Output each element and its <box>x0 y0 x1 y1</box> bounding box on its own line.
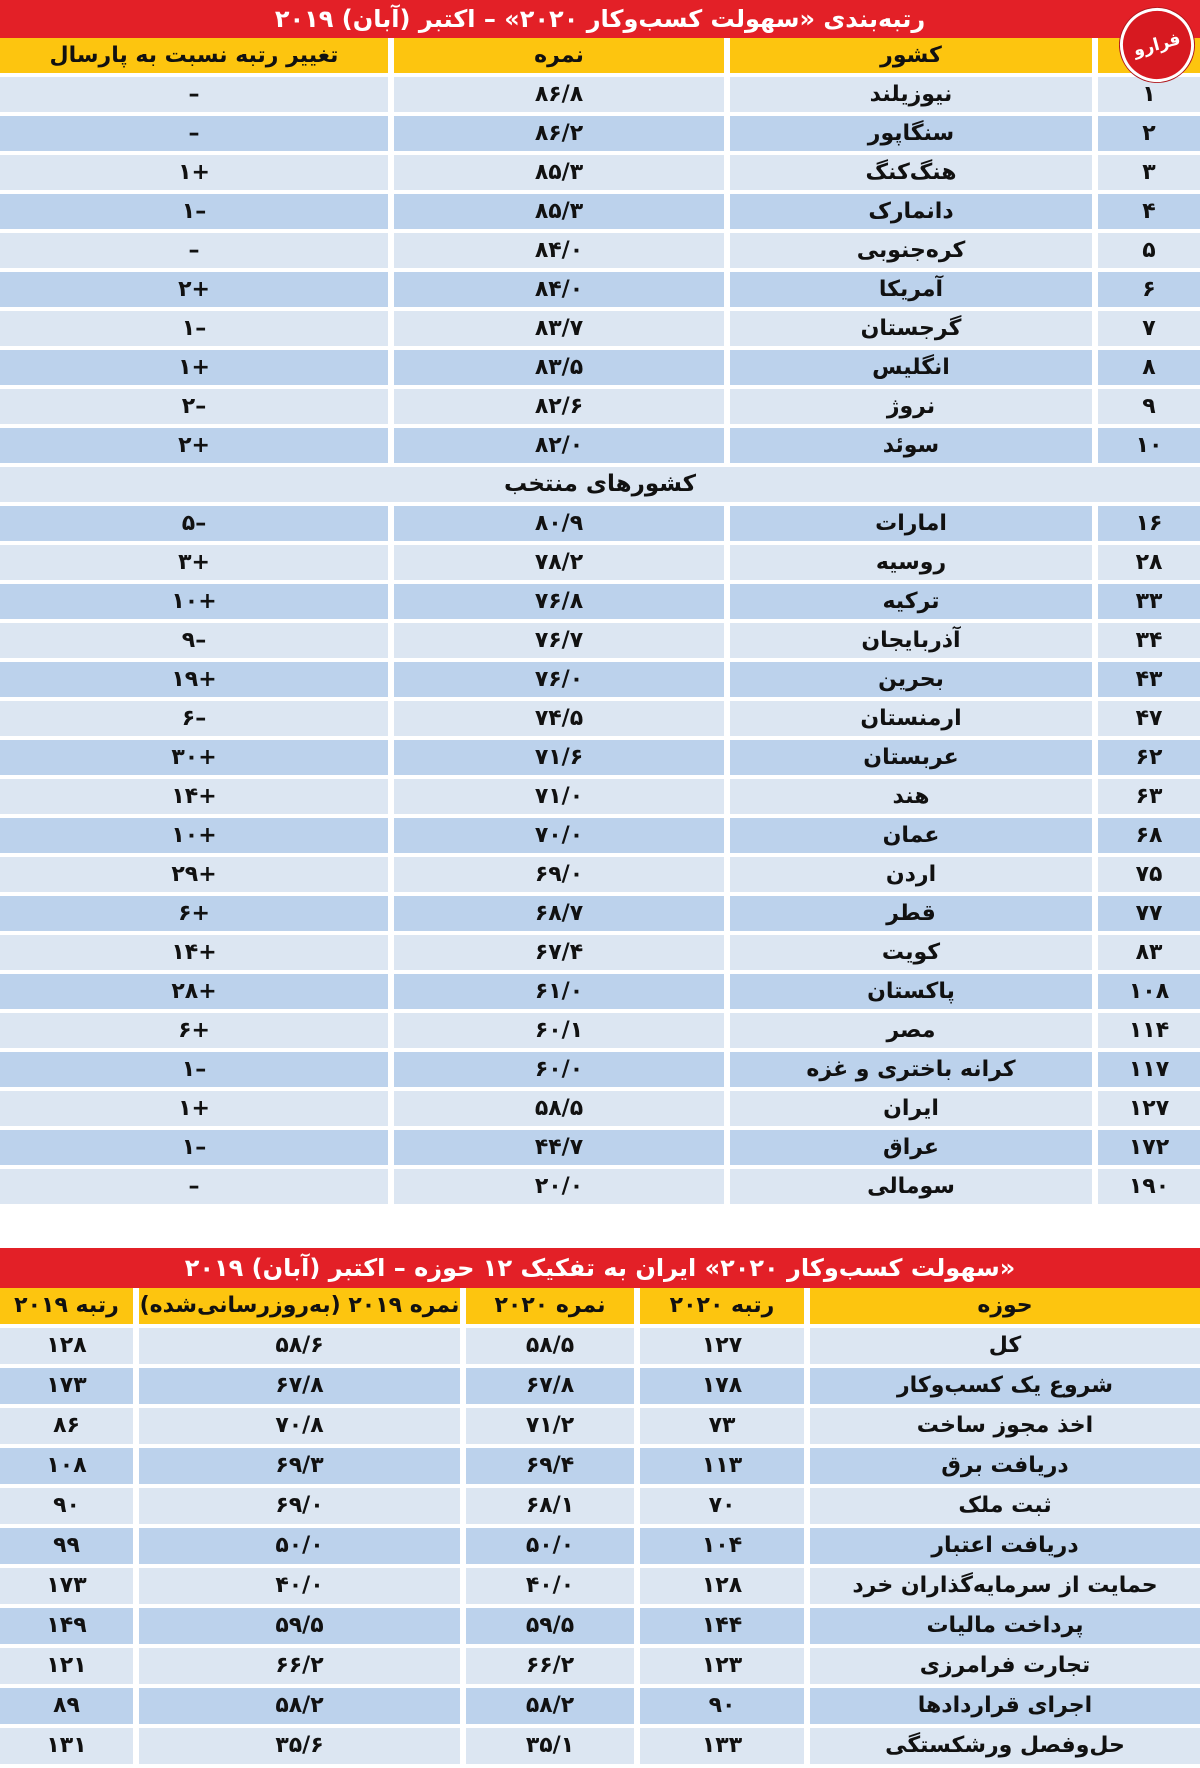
score-2020-cell: ۶۶/۲ <box>460 1648 634 1684</box>
change-cell: +۱۹ <box>0 662 388 697</box>
score-cell: ۸۴/۰ <box>388 233 724 268</box>
table-row <box>0 662 1200 697</box>
rank-2019-cell: ۱۷۳ <box>0 1368 133 1404</box>
change-cell: – <box>0 1169 388 1204</box>
change-cell: +۶ <box>0 896 388 931</box>
rank-cell: ۱۲۷ <box>1092 1091 1200 1126</box>
score-2019-cell: ۶۹/۰ <box>133 1488 460 1524</box>
iran-breakdown-title: «سهولت کسب‌وکار ۲۰۲۰» ایران به تفکیک ۱۲ حوزه – اکتبر (آبان) ۲۰۱۹ <box>0 1248 1200 1288</box>
country-cell: پاکستان <box>724 974 1092 1009</box>
rank-2019-cell: ۱۲۱ <box>0 1648 133 1684</box>
rank-2019-cell: ۸۶ <box>0 1408 133 1444</box>
rank-cell: ۶۸ <box>1092 818 1200 853</box>
area-cell: تجارت فرامرزی <box>804 1648 1200 1684</box>
logo: فرارو <box>1112 0 1200 90</box>
ranking-table-title: رتبه‌بندی «سهولت کسب‌وکار ۲۰۲۰» – اکتبر (آبان) ۲۰۱۹ <box>0 0 1200 38</box>
rank-2020-cell: ۱۰۴ <box>634 1528 804 1564</box>
table-row <box>0 974 1200 1009</box>
table-row <box>0 1608 1200 1644</box>
score-cell: ۵۸/۵ <box>388 1091 724 1126</box>
header-score: نمره <box>388 38 724 73</box>
change-cell: – <box>0 77 388 112</box>
table-row <box>0 1052 1200 1087</box>
rank-cell: ۱۰۸ <box>1092 974 1200 1009</box>
header-rank-2019: رتبه ۲۰۱۹ <box>0 1288 133 1324</box>
score-cell: ۸۴/۰ <box>388 272 724 307</box>
table-row <box>0 818 1200 853</box>
rank-cell: ۱۱۷ <box>1092 1052 1200 1087</box>
country-cell: انگلیس <box>724 350 1092 385</box>
change-cell: +۱۴ <box>0 779 388 814</box>
change-cell: +۱۴ <box>0 935 388 970</box>
change-cell: –۶ <box>0 701 388 736</box>
change-cell: –۵ <box>0 506 388 541</box>
table-row <box>0 1488 1200 1524</box>
table-row <box>0 1130 1200 1165</box>
score-cell: ۸۳/۷ <box>388 311 724 346</box>
country-cell: عربستان <box>724 740 1092 775</box>
score-cell: ۶۰/۱ <box>388 1013 724 1048</box>
rank-2020-cell: ۱۴۴ <box>634 1608 804 1644</box>
change-cell: – <box>0 233 388 268</box>
score-2019-cell: ۴۰/۰ <box>133 1568 460 1604</box>
rank-2020-cell: ۷۳ <box>634 1408 804 1444</box>
country-cell: سومالی <box>724 1169 1092 1204</box>
country-cell: مصر <box>724 1013 1092 1048</box>
rank-2020-cell: ۱۲۷ <box>634 1328 804 1364</box>
table-row <box>0 389 1200 424</box>
country-cell: عراق <box>724 1130 1092 1165</box>
change-cell: –۲ <box>0 389 388 424</box>
score-2019-cell: ۵۸/۶ <box>133 1328 460 1364</box>
ranking-header-row <box>0 38 1200 73</box>
rank-cell: ۳۳ <box>1092 584 1200 619</box>
rank-2019-cell: ۱۰۸ <box>0 1448 133 1484</box>
change-cell: –۱ <box>0 1052 388 1087</box>
rank-cell: ۳۴ <box>1092 623 1200 658</box>
rank-2020-cell: ۱۲۳ <box>634 1648 804 1684</box>
change-cell: +۲ <box>0 272 388 307</box>
rank-2019-cell: ۱۳۱ <box>0 1728 133 1764</box>
score-cell: ۸۲/۰ <box>388 428 724 463</box>
change-cell: +۱ <box>0 1091 388 1126</box>
change-cell: –۱ <box>0 194 388 229</box>
ranking-table <box>0 34 1200 1208</box>
score-cell: ۷۴/۵ <box>388 701 724 736</box>
country-cell: اردن <box>724 857 1092 892</box>
header-score-2019: نمره ۲۰۱۹ (به‌روزرسانی‌شده) <box>133 1288 460 1324</box>
score-2020-cell: ۶۷/۸ <box>460 1368 634 1404</box>
score-2019-cell: ۵۸/۲ <box>133 1688 460 1724</box>
score-cell: ۶۸/۷ <box>388 896 724 931</box>
area-cell: شروع یک کسب‌وکار <box>804 1368 1200 1404</box>
score-2020-cell: ۴۰/۰ <box>460 1568 634 1604</box>
iran-breakdown-table <box>0 1284 1200 1768</box>
header-rank-2020: رتبه ۲۰۲۰ <box>634 1288 804 1324</box>
table-row <box>0 194 1200 229</box>
change-cell: +۳ <box>0 545 388 580</box>
table-row <box>0 1408 1200 1444</box>
score-2020-cell: ۵۸/۵ <box>460 1328 634 1364</box>
score-cell: ۷۰/۰ <box>388 818 724 853</box>
score-cell: ۸۳/۵ <box>388 350 724 385</box>
change-cell: –۱ <box>0 1130 388 1165</box>
table-row <box>0 896 1200 931</box>
rank-cell: ۶۲ <box>1092 740 1200 775</box>
country-cell: ارمنستان <box>724 701 1092 736</box>
score-cell: ۷۶/۰ <box>388 662 724 697</box>
rank-cell: ۱۰ <box>1092 428 1200 463</box>
rank-cell: ۸۳ <box>1092 935 1200 970</box>
country-cell: عمان <box>724 818 1092 853</box>
table-row <box>0 584 1200 619</box>
table-row <box>0 506 1200 541</box>
rank-2020-cell: ۱۱۳ <box>634 1448 804 1484</box>
change-cell: +۲ <box>0 428 388 463</box>
table-row <box>0 428 1200 463</box>
score-2019-cell: ۵۹/۵ <box>133 1608 460 1644</box>
score-cell: ۶۰/۰ <box>388 1052 724 1087</box>
rank-cell: ۴۷ <box>1092 701 1200 736</box>
change-cell: +۶ <box>0 1013 388 1048</box>
country-cell: سوئد <box>724 428 1092 463</box>
rank-cell: ۵ <box>1092 233 1200 268</box>
area-cell: کل <box>804 1328 1200 1364</box>
score-cell: ۸۶/۸ <box>388 77 724 112</box>
table-row <box>0 116 1200 151</box>
area-cell: پرداخت مالیات <box>804 1608 1200 1644</box>
rank-cell: ۶ <box>1092 272 1200 307</box>
score-2019-cell: ۳۵/۶ <box>133 1728 460 1764</box>
change-cell: +۱ <box>0 155 388 190</box>
rank-cell: ۷۷ <box>1092 896 1200 931</box>
change-cell: – <box>0 116 388 151</box>
area-cell: حل‌وفصل ورشکستگی <box>804 1728 1200 1764</box>
country-cell: گرجستان <box>724 311 1092 346</box>
score-cell: ۷۸/۲ <box>388 545 724 580</box>
score-2019-cell: ۵۰/۰ <box>133 1528 460 1564</box>
table-row <box>0 1528 1200 1564</box>
rank-cell: ۱۶ <box>1092 506 1200 541</box>
table-row <box>0 1648 1200 1684</box>
table-row <box>0 1328 1200 1364</box>
table-row <box>0 779 1200 814</box>
rank-2020-cell: ۹۰ <box>634 1688 804 1724</box>
country-cell: آمریکا <box>724 272 1092 307</box>
score-cell: ۷۱/۰ <box>388 779 724 814</box>
rank-cell: ۱ <box>1092 77 1200 112</box>
table-row <box>0 1688 1200 1724</box>
score-cell: ۷۱/۶ <box>388 740 724 775</box>
score-cell: ۴۴/۷ <box>388 1130 724 1165</box>
table-row <box>0 1568 1200 1604</box>
country-cell: قطر <box>724 896 1092 931</box>
change-cell: –۹ <box>0 623 388 658</box>
area-cell: اجرای قراردادها <box>804 1688 1200 1724</box>
rank-cell: ۸ <box>1092 350 1200 385</box>
country-cell: بحرین <box>724 662 1092 697</box>
change-cell: +۱ <box>0 350 388 385</box>
score-cell: ۲۰/۰ <box>388 1169 724 1204</box>
area-cell: اخذ مجوز ساخت <box>804 1408 1200 1444</box>
table-row <box>0 1091 1200 1126</box>
country-cell: امارات <box>724 506 1092 541</box>
table-row <box>0 1169 1200 1204</box>
score-2020-cell: ۵۸/۲ <box>460 1688 634 1724</box>
rank-2020-cell: ۱۷۸ <box>634 1368 804 1404</box>
country-cell: نیوزیلند <box>724 77 1092 112</box>
score-cell: ۸۵/۳ <box>388 194 724 229</box>
change-cell: –۱ <box>0 311 388 346</box>
change-cell: +۲۹ <box>0 857 388 892</box>
table-row <box>0 77 1200 112</box>
header-change: تغییر رتبه نسبت به پارسال <box>0 38 388 73</box>
rank-cell: ۷۵ <box>1092 857 1200 892</box>
rank-cell: ۱۷۲ <box>1092 1130 1200 1165</box>
rank-2019-cell: ۱۲۸ <box>0 1328 133 1364</box>
score-2020-cell: ۶۹/۴ <box>460 1448 634 1484</box>
breakdown-header-row <box>0 1288 1200 1324</box>
country-cell: ایران <box>724 1091 1092 1126</box>
score-2019-cell: ۷۰/۸ <box>133 1408 460 1444</box>
score-cell: ۸۶/۲ <box>388 116 724 151</box>
rank-cell: ۹ <box>1092 389 1200 424</box>
table-row <box>0 701 1200 736</box>
change-cell: +۳۰ <box>0 740 388 775</box>
score-cell: ۶۹/۰ <box>388 857 724 892</box>
change-cell: +۱۰ <box>0 818 388 853</box>
score-cell: ۷۶/۸ <box>388 584 724 619</box>
country-cell: کویت <box>724 935 1092 970</box>
table-row <box>0 545 1200 580</box>
rank-2020-cell: ۱۳۳ <box>634 1728 804 1764</box>
rank-cell: ۳ <box>1092 155 1200 190</box>
table-row <box>0 740 1200 775</box>
country-cell: روسیه <box>724 545 1092 580</box>
area-cell: حمایت از سرمایه‌گذاران خرد <box>804 1568 1200 1604</box>
change-cell: +۲۸ <box>0 974 388 1009</box>
rank-cell: ۱۱۴ <box>1092 1013 1200 1048</box>
score-cell: ۶۱/۰ <box>388 974 724 1009</box>
score-cell: ۷۶/۷ <box>388 623 724 658</box>
score-2020-cell: ۷۱/۲ <box>460 1408 634 1444</box>
table-row <box>0 272 1200 307</box>
country-cell: دانمارک <box>724 194 1092 229</box>
table-row <box>0 1368 1200 1404</box>
country-cell: کرانه باختری و غزه <box>724 1052 1092 1087</box>
rank-cell: ۲۸ <box>1092 545 1200 580</box>
section-row <box>0 467 1200 502</box>
country-cell: ترکیه <box>724 584 1092 619</box>
header-score-2020: نمره ۲۰۲۰ <box>460 1288 634 1324</box>
area-cell: دریافت برق <box>804 1448 1200 1484</box>
header-country: کشور <box>724 38 1092 73</box>
table-row <box>0 155 1200 190</box>
score-2019-cell: ۶۹/۳ <box>133 1448 460 1484</box>
rank-2019-cell: ۸۹ <box>0 1688 133 1724</box>
rank-cell: ۴ <box>1092 194 1200 229</box>
score-2019-cell: ۶۷/۸ <box>133 1368 460 1404</box>
score-2020-cell: ۵۹/۵ <box>460 1608 634 1644</box>
country-cell: سنگاپور <box>724 116 1092 151</box>
table-row <box>0 350 1200 385</box>
rank-cell: ۴۳ <box>1092 662 1200 697</box>
rank-cell: ۷ <box>1092 311 1200 346</box>
rank-2020-cell: ۷۰ <box>634 1488 804 1524</box>
country-cell: نروژ <box>724 389 1092 424</box>
rank-2019-cell: ۱۷۳ <box>0 1568 133 1604</box>
rank-2019-cell: ۱۴۹ <box>0 1608 133 1644</box>
country-cell: هند <box>724 779 1092 814</box>
score-2020-cell: ۳۵/۱ <box>460 1728 634 1764</box>
table-row <box>0 1013 1200 1048</box>
area-cell: دریافت اعتبار <box>804 1528 1200 1564</box>
score-cell: ۶۷/۴ <box>388 935 724 970</box>
table-row <box>0 311 1200 346</box>
score-2020-cell: ۶۸/۱ <box>460 1488 634 1524</box>
rank-cell: ۱۹۰ <box>1092 1169 1200 1204</box>
rank-2020-cell: ۱۲۸ <box>634 1568 804 1604</box>
table-row <box>0 857 1200 892</box>
rank-2019-cell: ۹۰ <box>0 1488 133 1524</box>
country-cell: هنگ‌کنگ <box>724 155 1092 190</box>
section-label: کشورهای منتخب <box>0 467 1200 502</box>
country-cell: کره‌جنوبی <box>724 233 1092 268</box>
score-2019-cell: ۶۶/۲ <box>133 1648 460 1684</box>
score-2020-cell: ۵۰/۰ <box>460 1528 634 1564</box>
score-cell: ۸۰/۹ <box>388 506 724 541</box>
score-cell: ۸۲/۶ <box>388 389 724 424</box>
table-row <box>0 233 1200 268</box>
rank-cell: ۶۳ <box>1092 779 1200 814</box>
rank-cell: ۲ <box>1092 116 1200 151</box>
table-row <box>0 623 1200 658</box>
table-row <box>0 1448 1200 1484</box>
header-area: حوزه <box>804 1288 1200 1324</box>
table-row <box>0 1728 1200 1764</box>
country-cell: آذربایجان <box>724 623 1092 658</box>
rank-2019-cell: ۹۹ <box>0 1528 133 1564</box>
change-cell: +۱۰ <box>0 584 388 619</box>
table-row <box>0 935 1200 970</box>
score-cell: ۸۵/۳ <box>388 155 724 190</box>
area-cell: ثبت ملک <box>804 1488 1200 1524</box>
